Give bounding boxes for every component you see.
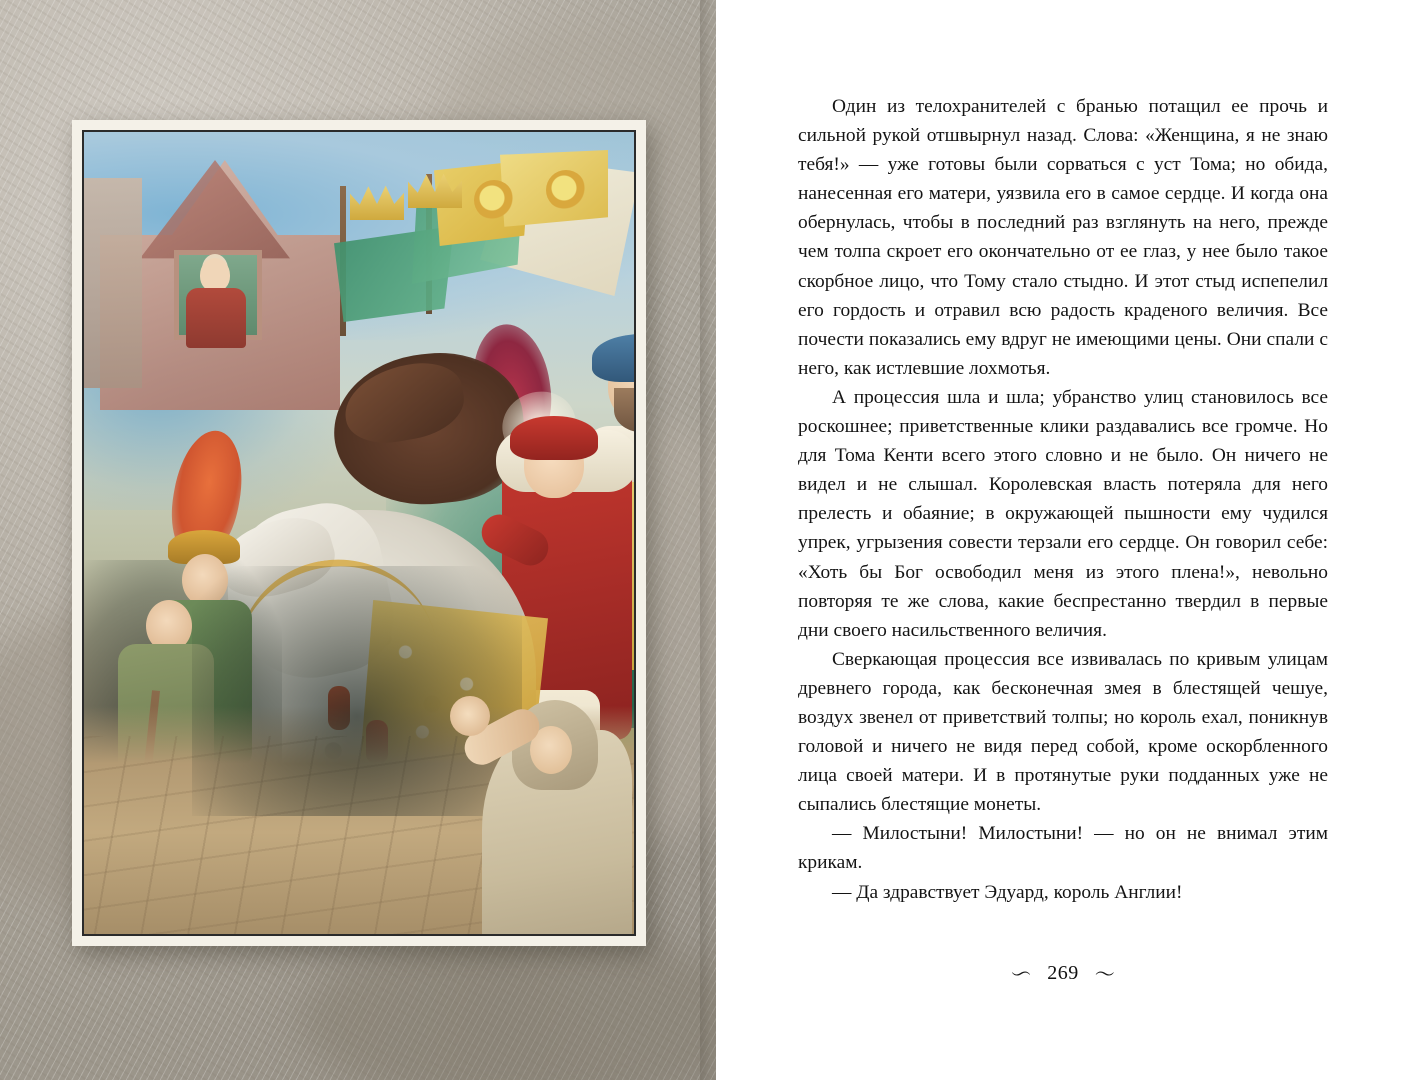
window-figure-head [200,258,230,292]
paragraph: Один из телохранителей с бранью потащил ее прочь и сильной рукой отшвырнул назад. Слова: «Женщина, я не знаю тебя!» — уже готовы были сорваться с уст Тома; но обида, нанесенная его матери, уязвила его в самое сердце. И когда она обернулась, чтобы в последний раз взглянуть на него, прежде чем толпа скроет его окончательно от ее глаз, у нее было такое скорбное лицо, что Тому стало стыдно. И этот стыд испепелил его гордость и отравил всю радость краденого величия. Все почести показались ему вдруг не имеющими цены. Они спали с него, как истлевшие лохмотья. [798,96,1328,379]
guard-head [182,554,228,606]
ornament-icon: 〜 [1094,961,1115,986]
nobleman-hat [592,334,636,382]
page-number: 269 [1047,962,1079,984]
building-tower [82,178,142,388]
illustration-image [82,130,636,936]
page-footer [798,962,1328,985]
second-guard-body [118,644,214,844]
body-text-column [798,92,1328,907]
king-hat [510,416,598,460]
illustration-frame [72,120,646,946]
ornament-icon: 〜 [1011,961,1032,986]
tudor-rose-icon [546,170,586,210]
paragraph: — Милостыни! Милостыни! — но он не внимал этим крикам. [798,823,1328,874]
kneeling-woman-hand [450,696,490,736]
caparison-tassel [328,686,350,730]
right-page [716,0,1423,1080]
tudor-rose-icon [474,180,514,220]
paragraph: А процессия шла и шла; убранство улиц становилось все роскошнее; приветственные клики раздавались все громче. Но для Тома Кенти всего этого словно и не было. Он ничего не видел и не слышал. Королевская власть потеряла для него прелесть и обаяние; в окружающей пышности ему чудился упрек, угрызения совести терзали его сердце. Он говорил себе: «Хоть бы Бог освободил меня из этого плена!», невольно повторяя те же слова, какие беспрестанно твердил в первые дни своего насильственного величия. [798,386,1328,641]
paper-splotch [300,930,716,1080]
paragraph: — Да здравствует Эдуард, король Англии! [832,881,1183,903]
window-figure-body [186,288,246,348]
caparison-tassel [366,720,388,764]
crown-icon [350,180,404,220]
paragraph: Сверкающая процессия все извивалась по кривым улицам древнего города, как бесконечная змея в блестящей чешуе, воздух звенел от приветствий толпы; но король ехал, поникнув головой и ничего не видя перед собой, кроме оскорбленного лица своей матери. И в протянутые руки подданных уже не сыпались блестящие монеты. [798,648,1328,816]
